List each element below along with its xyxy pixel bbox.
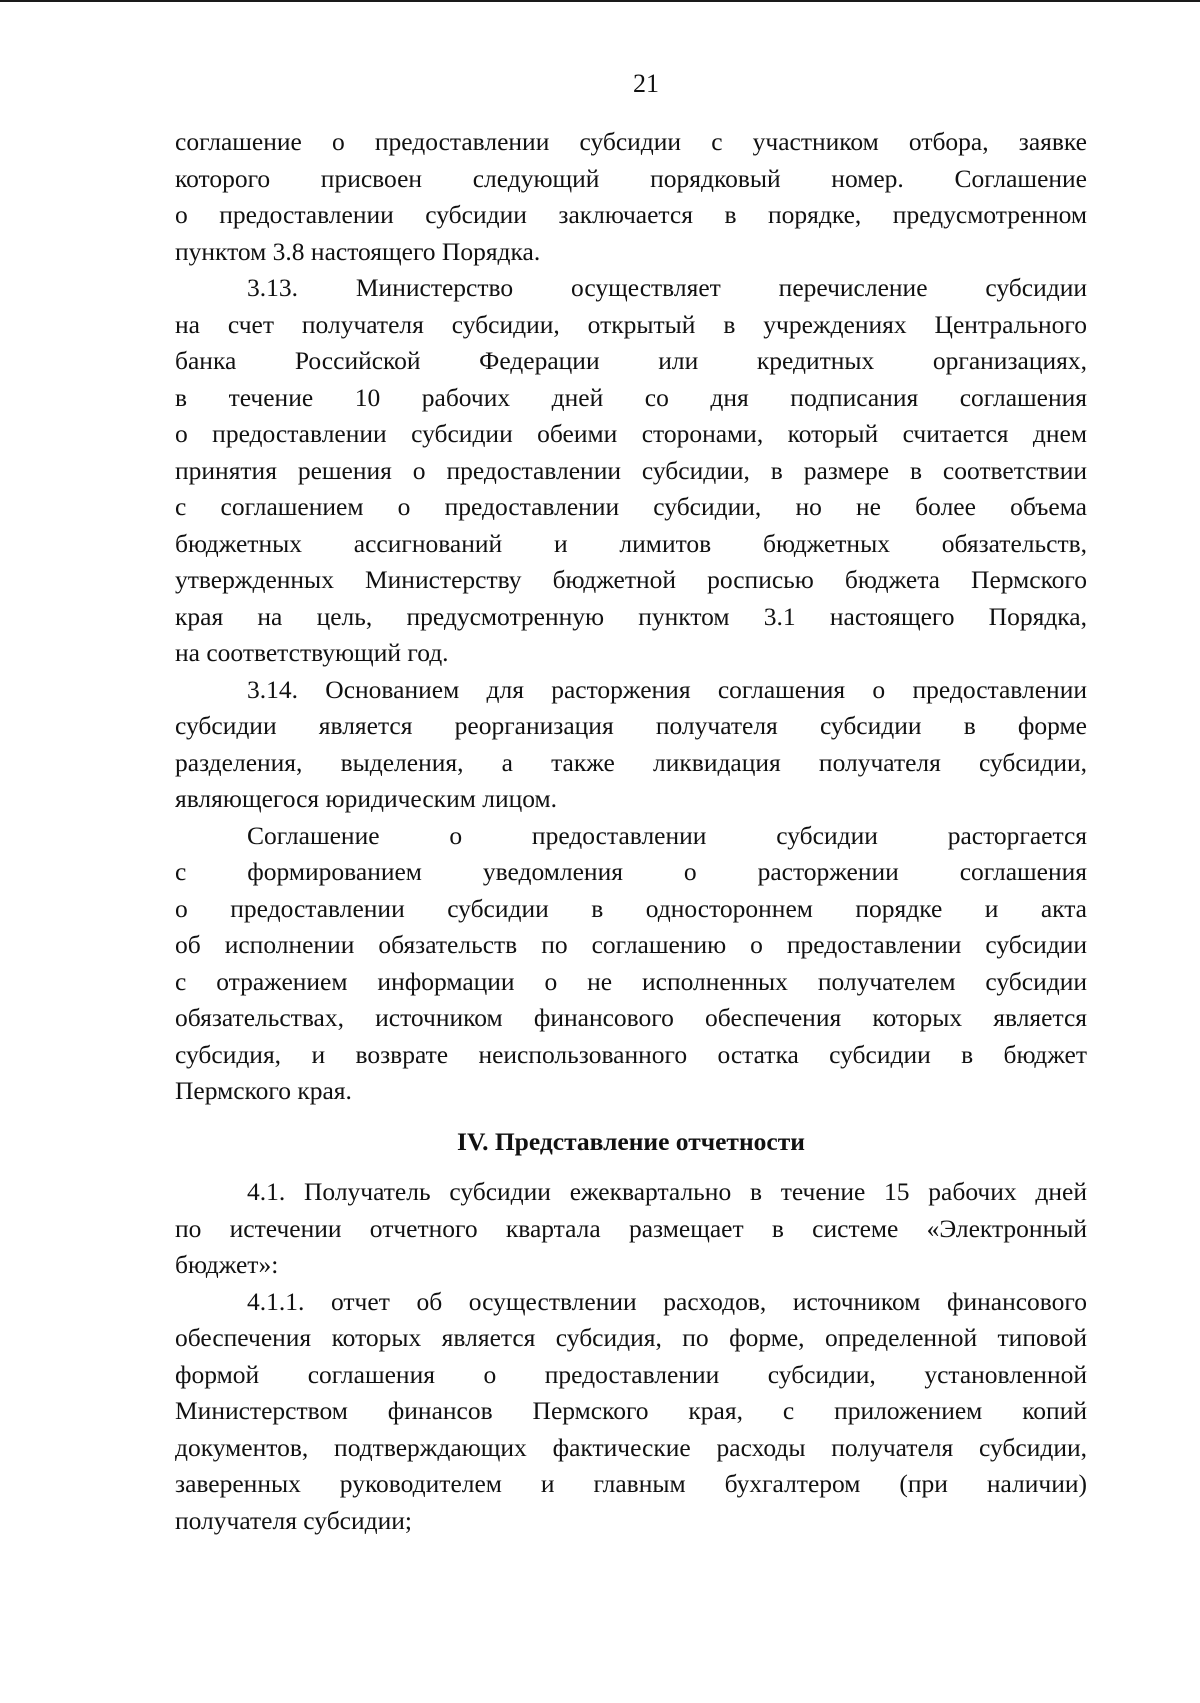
text-line: обязательствах, источником финансового обеспечения которых является [175,1003,1087,1032]
text-line: на соответствующий год. [175,638,449,667]
text-line: по истечении отчетного квартала размещает в системе «Электронный [175,1213,1087,1243]
text-line: формой соглашения о предоставлении субсидии, установленной [175,1359,1087,1389]
text-line: на счет получателя субсидии, открытый в учреждениях Центрального [175,309,1087,339]
text-line: о предоставлении субсидии обеими сторонами, который считается днем [175,419,1087,448]
text-line: об исполнении обязательств по соглашению о предоставлении субсидии [175,930,1087,959]
text-line: принятия решения о предоставлении субсидии, в размере в соответствии [175,455,1087,485]
text-line: 4.1. Получатель субсидии ежеквартально в течение 15 рабочих дней [247,1177,1087,1206]
paragraph [175,1174,1087,1284]
text-line: 3.14. Основанием для расторжения соглашения о предоставлении [247,674,1087,704]
text-line: о предоставлении субсидии заключается в порядке, предусмотренном [175,200,1087,229]
text-line: с отражением информации о не исполненных получателем субсидии [175,966,1087,996]
text-line: соглашение о предоставлении субсидии с участником отбора, заявке [175,127,1087,156]
text-line: разделения, выделения, а также ликвидация получателя субсидии, [175,747,1087,777]
text-line: 4.1.1. отчет об осуществлении расходов, источником финансового [247,1286,1087,1316]
paragraph [175,270,1087,672]
text-line: субсидия, и возврате неиспользованного остатка субсидии в бюджет [175,1039,1087,1069]
section-heading: IV. Представление отчетности [457,1126,805,1156]
scan-top-edge [0,0,1200,2]
text-line: бюджет»: [175,1250,279,1279]
text-line: документов, подтверждающих фактические расходы получателя субсидии, [175,1432,1087,1462]
text-line: бюджетных ассигнований и лимитов бюджетных обязательств, [175,528,1087,558]
text-line: банка Российской Федерации или кредитных организациях, [175,346,1087,375]
text-line: Министерством финансов Пермского края, с приложением копий [175,1396,1087,1425]
text-line: которого присвоен следующий порядковый номер. Соглашение [175,163,1087,193]
paragraph [175,124,1087,270]
text-line: утвержденных Министерству бюджетной росписью бюджета Пермского [175,565,1087,594]
text-line: о предоставлении субсидии в одностороннем порядке и акта [175,893,1087,923]
paragraph [175,1284,1087,1540]
text-line: с соглашением о предоставлении субсидии, но не более объема [175,492,1087,521]
text-line: являющегося юридическим лицом. [175,784,558,813]
text-line: получателя субсидии; [175,1505,412,1535]
text-line: субсидии является реорганизация получателя субсидии в форме [175,711,1087,740]
text-line: края на цель, предусмотренную пунктом 3.1 настоящего Порядка, [175,601,1087,631]
text-line: в течение 10 рабочих дней со дня подписания соглашения [175,382,1087,412]
text-line: Пермского края. [175,1076,352,1105]
text-line: заверенных руководителем и главным бухгалтером (при наличии) [175,1469,1087,1498]
document-body [175,124,1087,1539]
page-number: 21 [633,69,659,98]
text-line: с формированием уведомления о расторжении соглашения [175,857,1087,886]
paragraph [175,672,1087,818]
paragraph [175,818,1087,1110]
text-line: Соглашение о предоставлении субсидии расторгается [247,820,1087,850]
text-line: пунктом 3.8 настоящего Порядка. [175,236,541,266]
text-line: обеспечения которых является субсидия, по форме, определенной типовой [175,1323,1087,1352]
text-line: 3.13. Министерство осуществляет перечисление субсидии [247,273,1087,302]
